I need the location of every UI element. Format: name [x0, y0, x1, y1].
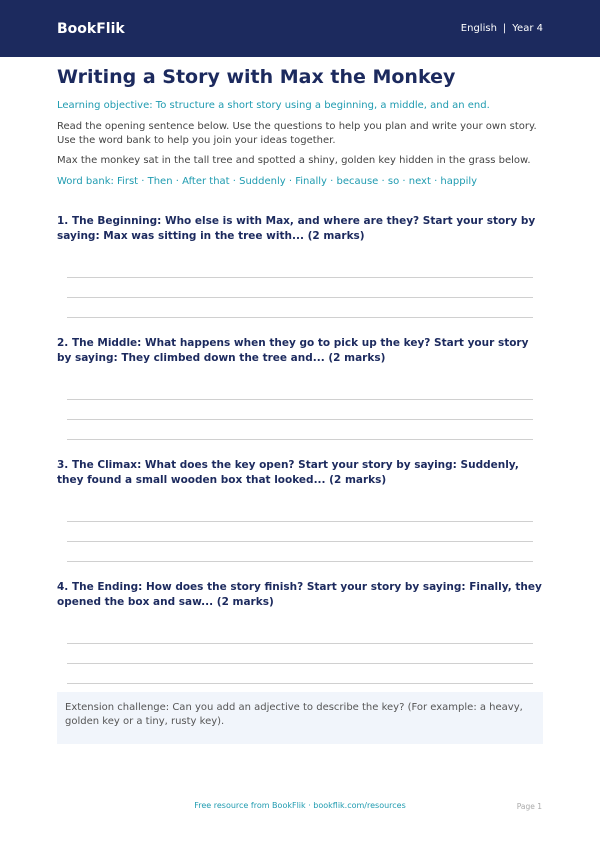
question-2 — [57, 336, 543, 366]
header-meta — [461, 23, 543, 34]
answer-line[interactable] — [67, 439, 533, 440]
page-number: Page 1 — [516, 802, 542, 811]
extension-challenge: Extension challenge: Can you add an adjective to describe the key? (For example: a heavy, golden key or a tiny, rusty key). — [57, 692, 543, 744]
question-1 — [57, 214, 543, 244]
question-text: 2. The Middle: What happens when they go to pick up the key? Start your story by saying: They climbed down the tree and... (2 marks) — [57, 337, 529, 364]
answer-line[interactable] — [67, 561, 533, 562]
question-3 — [57, 458, 543, 488]
answer-line[interactable] — [67, 277, 533, 278]
header-bar — [0, 0, 600, 57]
answer-line[interactable] — [67, 663, 533, 664]
footer-link[interactable]: Free resource from BookFlik · bookflik.com/resources — [194, 801, 406, 810]
answer-line[interactable] — [67, 317, 533, 318]
opening-sentence: Max the monkey sat in the tall tree and spotted a shiny, golden key hidden in the grass below. — [57, 155, 531, 166]
word-bank: Word bank: First · Then · After that · Suddenly · Finally · because · so · next · happily — [57, 176, 478, 187]
answer-line[interactable] — [67, 683, 533, 684]
intro-section — [57, 66, 543, 187]
answer-line[interactable] — [67, 541, 533, 542]
instructions-text: Read the opening sentence below. Use the questions to help you plan and write your own story. Use the word bank to help you join your ideas together. — [57, 121, 537, 146]
answer-line[interactable] — [67, 399, 533, 400]
question-4 — [57, 580, 543, 610]
learning-objective: Learning objective: To structure a short story using a beginning, a middle, and an end. — [57, 100, 490, 111]
meta-separator: | — [502, 23, 507, 34]
answer-line[interactable] — [67, 643, 533, 644]
question-text: 4. The Ending: How does the story finish? Start your story by saying: Finally, they opened the box and saw... (2 marks) — [57, 581, 542, 608]
year-label: Year 4 — [512, 23, 543, 34]
answer-line[interactable] — [67, 521, 533, 522]
answer-line[interactable] — [67, 419, 533, 420]
brand-logo[interactable]: BookFlik — [57, 20, 125, 37]
page-title: Writing a Story with Max the Monkey — [57, 66, 456, 88]
question-text: 3. The Climax: What does the key open? Start your story by saying: Suddenly, they found a small wooden box that looked... (2 marks) — [57, 459, 519, 486]
subject-label: English — [460, 23, 497, 34]
answer-line[interactable] — [67, 297, 533, 298]
question-text: 1. The Beginning: Who else is with Max, and where are they? Start your story by saying: Max was sitting in the tree with... (2 marks) — [57, 215, 536, 242]
